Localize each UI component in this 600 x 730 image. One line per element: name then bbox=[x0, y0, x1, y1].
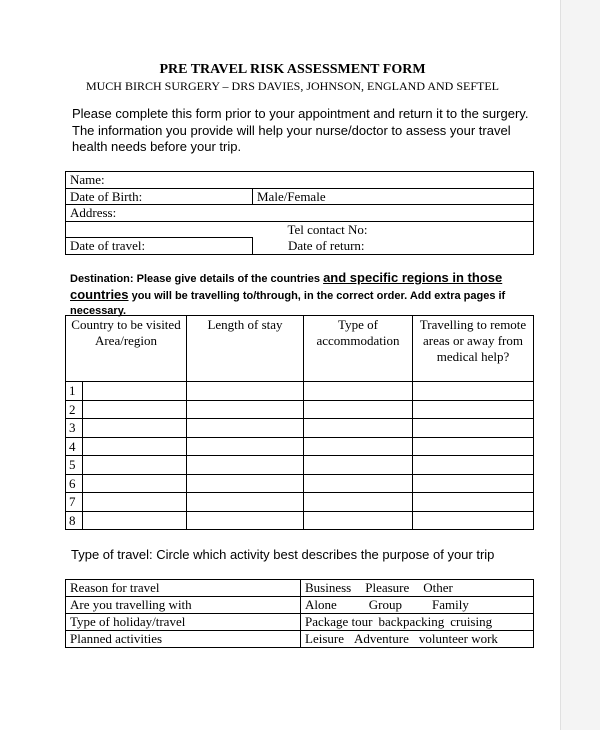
purpose-label: Planned activities bbox=[66, 631, 301, 648]
header-length-of-stay: Length of stay bbox=[187, 316, 304, 382]
address-field[interactable]: Address: bbox=[66, 205, 534, 222]
table-row bbox=[66, 614, 534, 631]
personal-details-table bbox=[65, 171, 534, 255]
option-adventure[interactable]: Adventure bbox=[353, 631, 409, 646]
stay-cell[interactable] bbox=[187, 511, 304, 530]
header-accommodation: Type of accommodation bbox=[304, 316, 413, 382]
accommodation-cell[interactable] bbox=[304, 493, 413, 512]
country-cell[interactable] bbox=[83, 493, 187, 512]
option-backpacking[interactable]: backpacking bbox=[378, 614, 445, 629]
row-number: 3 bbox=[66, 419, 83, 438]
remote-cell[interactable] bbox=[413, 382, 534, 401]
accommodation-cell[interactable] bbox=[304, 511, 413, 530]
accommodation-cell[interactable] bbox=[304, 437, 413, 456]
form-title: PRE TRAVEL RISK ASSESSMENT FORM bbox=[159, 62, 426, 77]
accommodation-cell[interactable] bbox=[304, 382, 413, 401]
accommodation-cell[interactable] bbox=[304, 456, 413, 475]
row-number: 7 bbox=[66, 493, 83, 512]
purpose-options bbox=[301, 614, 534, 631]
return-date-field[interactable]: Date of return: bbox=[253, 238, 534, 255]
row-number: 4 bbox=[66, 437, 83, 456]
stay-cell[interactable] bbox=[187, 419, 304, 438]
intro-text: Please complete this form prior to your appointment and return it to the surgery. The information you provide will help your nurse/doctor to assess your travel health needs before your trip. bbox=[72, 106, 529, 154]
option-family[interactable]: Family bbox=[432, 597, 469, 612]
country-cell[interactable] bbox=[83, 456, 187, 475]
option-other[interactable]: Other bbox=[423, 580, 453, 595]
country-cell[interactable] bbox=[83, 474, 187, 493]
destination-text-emphasis: and specific regions in those countries bbox=[70, 270, 503, 302]
row-number: 5 bbox=[66, 456, 83, 475]
country-cell[interactable] bbox=[83, 437, 187, 456]
accommodation-cell[interactable] bbox=[304, 419, 413, 438]
travel-type-prompt: Type of travel: Circle which activity best describes the purpose of your trip bbox=[71, 547, 495, 562]
destination-text-part1: Destination: Please give details of the countries bbox=[70, 273, 324, 285]
header-country: Country to be visited Area/region bbox=[66, 316, 187, 382]
dob-field[interactable]: Date of Birth: bbox=[66, 188, 253, 205]
destination-text-part3: you will be travelling to/through, in the correct order. Add extra pages if necessary. bbox=[70, 290, 506, 317]
remote-cell[interactable] bbox=[413, 474, 534, 493]
stay-cell[interactable] bbox=[187, 400, 304, 419]
table-row bbox=[66, 580, 534, 597]
table-row bbox=[66, 511, 534, 530]
purpose-table bbox=[65, 579, 534, 648]
table-row bbox=[66, 400, 534, 419]
country-cell[interactable] bbox=[83, 382, 187, 401]
purpose-options bbox=[301, 597, 534, 614]
table-row bbox=[66, 382, 534, 401]
option-package-tour[interactable]: Package tour bbox=[305, 614, 373, 629]
remote-cell[interactable] bbox=[413, 419, 534, 438]
option-volunteer-work[interactable]: volunteer work bbox=[418, 631, 498, 646]
purpose-label: Type of holiday/travel bbox=[66, 614, 301, 631]
option-pleasure[interactable]: Pleasure bbox=[365, 580, 410, 595]
stay-cell[interactable] bbox=[187, 437, 304, 456]
row-number: 6 bbox=[66, 474, 83, 493]
remote-cell[interactable] bbox=[413, 511, 534, 530]
row-number: 2 bbox=[66, 400, 83, 419]
sex-field[interactable]: Male/Female bbox=[253, 188, 534, 205]
row-number: 8 bbox=[66, 511, 83, 530]
table-row bbox=[66, 597, 534, 614]
purpose-options bbox=[301, 631, 534, 648]
table-row bbox=[66, 474, 534, 493]
row-number: 1 bbox=[66, 382, 83, 401]
table-row bbox=[66, 456, 534, 475]
remote-cell[interactable] bbox=[413, 400, 534, 419]
accommodation-cell[interactable] bbox=[304, 400, 413, 419]
country-cell[interactable] bbox=[83, 419, 187, 438]
stay-cell[interactable] bbox=[187, 382, 304, 401]
option-leisure[interactable]: Leisure bbox=[305, 631, 344, 646]
travel-date-field[interactable]: Date of travel: bbox=[66, 238, 253, 255]
country-cell[interactable] bbox=[83, 511, 187, 530]
tel-field[interactable]: Tel contact No: bbox=[253, 221, 534, 238]
table-row bbox=[66, 419, 534, 438]
country-cell[interactable] bbox=[83, 400, 187, 419]
header-remote-travel: Travelling to remote areas or away from medical help? bbox=[413, 316, 534, 382]
remote-cell[interactable] bbox=[413, 493, 534, 512]
table-row bbox=[66, 437, 534, 456]
purpose-label: Are you travelling with bbox=[66, 597, 301, 614]
remote-cell[interactable] bbox=[413, 437, 534, 456]
remote-cell[interactable] bbox=[413, 456, 534, 475]
destination-table-header bbox=[66, 316, 534, 382]
table-row bbox=[66, 493, 534, 512]
purpose-label: Reason for travel bbox=[66, 580, 301, 597]
accommodation-cell[interactable] bbox=[304, 474, 413, 493]
table-row bbox=[66, 631, 534, 648]
option-business[interactable]: Business bbox=[305, 580, 352, 595]
name-field[interactable]: Name: bbox=[66, 172, 534, 189]
destination-instructions bbox=[70, 270, 540, 319]
form-subtitle: MUCH BIRCH SURGERY – DRS DAVIES, JOHNSON, ENGLAND AND SEFTEL bbox=[85, 79, 500, 93]
purpose-options bbox=[301, 580, 534, 597]
stay-cell[interactable] bbox=[187, 474, 304, 493]
option-cruising[interactable]: cruising bbox=[450, 614, 493, 629]
stay-cell[interactable] bbox=[187, 456, 304, 475]
option-group[interactable]: Group bbox=[368, 597, 402, 612]
option-alone[interactable]: Alone bbox=[305, 597, 337, 612]
address-continued[interactable] bbox=[66, 221, 253, 238]
destination-table bbox=[65, 315, 534, 530]
stay-cell[interactable] bbox=[187, 493, 304, 512]
